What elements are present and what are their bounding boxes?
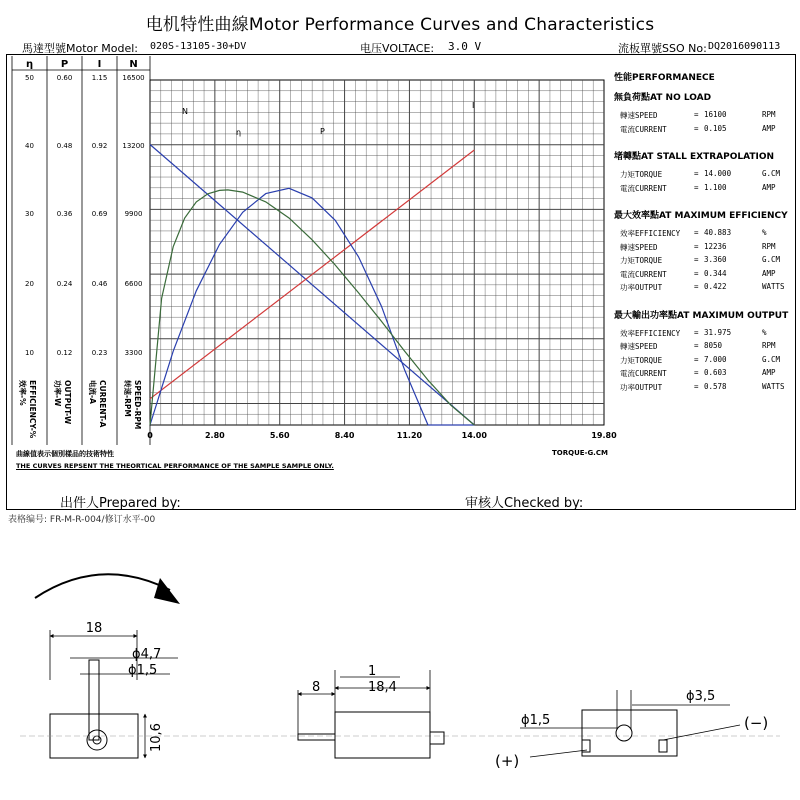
performance-unit: AMP bbox=[762, 368, 776, 377]
performance-section-title: 最大效率點AT MAXIMUM EFFICIENCY bbox=[614, 211, 788, 221]
x-tick-label: 0 bbox=[147, 431, 153, 440]
voltage-value: 3.0 V bbox=[448, 40, 482, 53]
axis-column-label: 电流-A bbox=[88, 380, 97, 404]
axis-tick-label: 0.12 bbox=[56, 349, 73, 357]
performance-param: 電流CURRENT bbox=[620, 124, 667, 134]
performance-unit: RPM bbox=[762, 241, 776, 251]
performance-value: 0.578 bbox=[704, 381, 727, 391]
performance-eq: = bbox=[694, 327, 699, 337]
series-label: I bbox=[472, 101, 475, 110]
performance-unit: AMP bbox=[762, 268, 776, 278]
performance-param: 轉速SPEED bbox=[620, 111, 658, 120]
performance-value: 0.603 bbox=[704, 368, 727, 377]
terminal-minus: (−) bbox=[744, 714, 769, 732]
axis-tick-label: 13200 bbox=[122, 142, 145, 150]
performance-param: 效率EFFICIENCY bbox=[620, 328, 681, 338]
performance-eq: = bbox=[694, 282, 699, 291]
performance-param: 效率EFFICIENCY bbox=[620, 229, 681, 238]
performance-param: 功率OUTPUT bbox=[620, 283, 663, 292]
performance-unit: AMP bbox=[762, 123, 776, 133]
performance-value: 12236 bbox=[704, 241, 727, 251]
axis-tick-label: 0.48 bbox=[56, 142, 73, 150]
performance-value: 0.422 bbox=[704, 282, 727, 291]
performance-eq: = bbox=[694, 123, 699, 133]
motor-shaft-side bbox=[298, 734, 335, 740]
x-tick-label: 19.80 bbox=[591, 431, 617, 440]
performance-eq: = bbox=[694, 255, 699, 264]
sso-label: 流板單號SSO No: bbox=[618, 42, 707, 55]
dim-1: 1 bbox=[368, 664, 377, 679]
sso-value: DQ2016090113 bbox=[708, 41, 781, 52]
note-en: THE CURVES REPSENT THE THEORTICAL PERFORMANCE OF THE SAMPLE SAMPLE ONLY. bbox=[16, 462, 334, 470]
performance-param: 電流CURRENT bbox=[620, 269, 667, 279]
performance-value: 40.883 bbox=[704, 228, 732, 237]
axis-column-label: 效率-% bbox=[18, 380, 27, 406]
performance-value: 0.105 bbox=[704, 123, 727, 133]
voltage-label: 电压VOLTACE: bbox=[360, 42, 435, 55]
performance-section-title: 最大輸出功率點AT MAXIMUM OUTPUT bbox=[614, 310, 789, 321]
performance-value: 7.000 bbox=[704, 354, 727, 364]
performance-value: 16100 bbox=[704, 110, 727, 119]
axis-tick-label: 1.15 bbox=[91, 74, 108, 82]
performance-unit: G.CM bbox=[762, 169, 781, 178]
axis-tick-label: 9900 bbox=[124, 210, 143, 218]
performance-heading: 性能PERFORMANECE bbox=[614, 73, 715, 83]
performance-eq: = bbox=[694, 341, 699, 350]
x-tick-label: 2.80 bbox=[204, 431, 225, 440]
axis-tick-label: 0.60 bbox=[56, 74, 73, 82]
terminal-plus: (+) bbox=[495, 752, 520, 770]
dim-10-6: 10,6 bbox=[149, 723, 164, 752]
performance-param: 電流CURRENT bbox=[620, 369, 667, 378]
axis-tick-label: 3300 bbox=[124, 349, 143, 357]
performance-param: 功率OUTPUT bbox=[620, 382, 663, 392]
motor-back-body bbox=[582, 710, 677, 756]
performance-eq: = bbox=[694, 182, 699, 192]
performance-eq: = bbox=[694, 268, 699, 278]
dimension-drawings bbox=[0, 560, 800, 800]
dim-phi-4-7: ϕ4,7 bbox=[132, 647, 162, 662]
axis-tick-label: 0.69 bbox=[91, 210, 108, 218]
performance-unit: % bbox=[762, 228, 767, 237]
axis-tick-label: 6600 bbox=[124, 280, 143, 288]
axis-column-label: OUTPUT-W bbox=[63, 380, 72, 425]
performance-value: 0.344 bbox=[704, 268, 727, 278]
checked-by: 审核人Checked by: bbox=[465, 496, 584, 511]
performance-param: 力矩TORQUE bbox=[620, 355, 663, 365]
performance-unit: G.CM bbox=[762, 354, 781, 364]
axis-symbol: P bbox=[60, 59, 69, 70]
performance-unit: WATTS bbox=[762, 282, 785, 291]
axis-tick-label: 50 bbox=[25, 74, 34, 82]
axis-tick-label: 0.24 bbox=[56, 280, 73, 288]
note-cn: 曲線值表示個別樣品的技術特性 bbox=[16, 450, 114, 458]
series-label: P bbox=[320, 127, 325, 136]
axis-tick-label: 0.46 bbox=[91, 280, 108, 288]
motor-side-body bbox=[335, 712, 430, 758]
rotation-arc bbox=[35, 574, 170, 598]
axis-column-label: CURRENT-A bbox=[98, 380, 107, 428]
performance-unit: WATTS bbox=[762, 381, 785, 391]
axis-tick-label: 0.92 bbox=[91, 142, 108, 150]
performance-param: 力矩TORQUE bbox=[620, 170, 663, 179]
series-label: N bbox=[182, 107, 188, 116]
model-label: 馬達型號Motor Model: bbox=[22, 42, 139, 55]
performance-param: 電流CURRENT bbox=[620, 183, 667, 193]
performance-value: 14.000 bbox=[704, 169, 732, 178]
performance-unit: RPM bbox=[762, 110, 776, 119]
performance-eq: = bbox=[694, 381, 699, 391]
axis-column-label: 功率-W bbox=[53, 380, 62, 407]
performance-value: 1.100 bbox=[704, 182, 727, 192]
model-value: 020S-13105-30+DV bbox=[150, 41, 247, 52]
x-tick-label: 8.40 bbox=[334, 431, 355, 440]
prepared-by: 出件人Prepared by: bbox=[60, 496, 181, 511]
axis-column-label: SPEED-RPM bbox=[133, 380, 142, 430]
dim-18-4: 18,4 bbox=[368, 680, 397, 695]
axis-column-label: EFFICIENCY-% bbox=[28, 380, 37, 439]
performance-unit: AMP bbox=[762, 182, 776, 192]
dim-phi-1-5-left: ϕ1,5 bbox=[128, 663, 158, 678]
axis-tick-label: 0.23 bbox=[91, 349, 108, 357]
performance-param: 力矩TORQUE bbox=[620, 256, 663, 265]
performance-value: 3.360 bbox=[704, 255, 727, 264]
performance-eq: = bbox=[694, 368, 699, 377]
x-tick-label: 5.60 bbox=[269, 431, 290, 440]
x-tick-label: 11.20 bbox=[396, 431, 423, 440]
performance-panel bbox=[614, 70, 794, 392]
axis-tick-label: 20 bbox=[25, 280, 34, 288]
performance-unit: % bbox=[762, 327, 767, 337]
performance-value: 8050 bbox=[704, 341, 723, 350]
performance-eq: = bbox=[694, 241, 699, 251]
axis-column-label: 转速-RPM bbox=[123, 380, 132, 417]
series-label: η bbox=[236, 128, 242, 137]
dim-8: 8 bbox=[312, 680, 321, 695]
x-axis-label: TORQUE-G.CM bbox=[552, 449, 608, 457]
performance-eq: = bbox=[694, 110, 699, 119]
dim-phi-1-5-right: ϕ1,5 bbox=[521, 713, 551, 728]
performance-section-title: 無負荷點AT NO LOAD bbox=[614, 93, 712, 103]
performance-eq: = bbox=[694, 169, 699, 178]
axis-symbol: I bbox=[97, 59, 102, 70]
performance-param: 轉速SPEED bbox=[620, 342, 658, 351]
dim-phi-3-5: ϕ3,5 bbox=[686, 689, 716, 704]
performance-eq: = bbox=[694, 354, 699, 364]
performance-value: 31.975 bbox=[704, 327, 732, 337]
motor-shaft-front bbox=[89, 660, 99, 740]
axis-symbol: η bbox=[25, 59, 34, 70]
dim-18: 18 bbox=[85, 621, 103, 636]
performance-unit: RPM bbox=[762, 341, 776, 350]
axis-tick-label: 30 bbox=[25, 210, 34, 218]
axis-tick-label: 40 bbox=[25, 142, 34, 150]
form-number: 表格编号: FR-M-R-004/修订水平-00 bbox=[8, 515, 156, 525]
performance-unit: G.CM bbox=[762, 255, 781, 264]
axis-symbol: N bbox=[129, 59, 138, 70]
x-tick-label: 14.00 bbox=[461, 431, 487, 440]
axis-tick-label: 0.36 bbox=[56, 210, 73, 218]
performance-param: 轉速SPEED bbox=[620, 242, 658, 252]
rotation-arrowhead-icon bbox=[154, 578, 180, 604]
performance-section-title: 堵轉點AT STALL EXTRAPOLATION bbox=[614, 152, 775, 162]
axis-tick-label: 10 bbox=[25, 349, 34, 357]
page-title: 电机特性曲線Motor Performance Curves and Characteristics bbox=[145, 15, 655, 35]
axis-tick-label: 16500 bbox=[122, 74, 145, 82]
performance-eq: = bbox=[694, 228, 699, 237]
